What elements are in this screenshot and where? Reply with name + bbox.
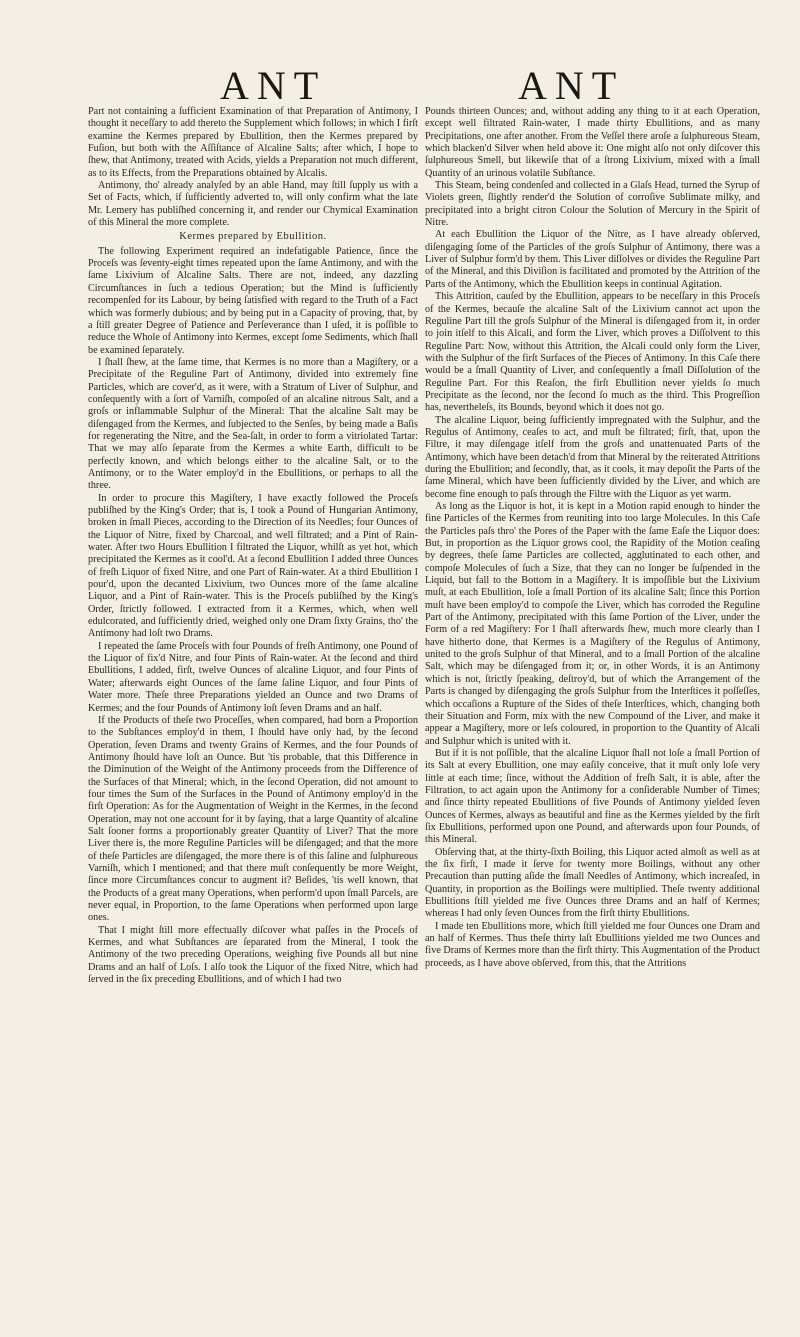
paragraph: If the Products of theſe two Proceſſes, when compared, had born a Proportion to the Subſtances employ'd in them, I ſhould have only had, by the ſecond Operation, ſeven Drams and twenty Grains of Kermes, and the four Pounds of Antimony ſhould have loſt an Ounce. But 'tis probable, that this Difference in the Diminution of the Weight of the Antimony proceeds from the Difference of the Surfaces of that Mineral; which, in the ſecond Operation, did not amount to four times the Sum of the Surfaces in the Pound of Antimony employ'd in the firſt Operation: As for the Augmentation of Weight in the Kermes, in the ſecond Operation, may not one account for it by ſaying, that a large Quantity of alcaline Salt ſooner forms a proportionably greater Quantity of Liver? That the more Liver there is, the more Reguline Particles will be diſengaged; and that the more of theſe Particles are diſengaged, the more there is of this ſaline and ſulphureous Varniſh, which I mentioned; and that there muſt conſequently be more Weight, ſince more Circumſtances concur to augment it? Beſides, 'tis well known, that the Products of a great many Operations, when perform'd upon ſmall Parcels, are never equal, in Proportion, to the ſame Operations when performed upon large ones. [88,714,418,924]
paragraph: Obſerving that, at the thirty-ſixth Boiling, this Liquor acted almoſt as well as at the ſix firſt, I made it ſerve for twenty more Boilings, without any other Precaution than putting aſide the ſmall Needles of Antimony, which increaſed, in Quantity, in proportion as the Boilings were multiplied. Theſe twenty additional Ebullitions ſtill yielded me five Ounces three Drams and an half of Kermes; whereas I had only ſeven Ounces from the firſt thirty Ebullitions. [425,846,760,920]
paragraph: This Steam, being condenſed and collected in a Glaſs Head, turned the Syrup of Violets green, ſlightly render'd the Solution of corroſive Sublimate milky, and precipitated into a bright citron Colour the Solution of Mercury in the Spirit of Nitre. [425,180,760,229]
paragraph: In order to procure this Magiſtery, I have exactly followed the Proceſs publiſhed by the King's Order; that is, I took a Pound of Hungarian Antimony, broken in ſmall Pieces, according to the Direction of its Needles; four Ounces of the Liquor of Nitre, fixed by Charcoal, and well filtrated; and a Pint of Rain-water. After two Hours Ebullition I filtrated the Liquor, whilſt as yet hot, which precipitated the Kermes as it cool'd. At a ſecond Ebullition I added three Ounces of freſh Liquor of fixed Nitre, and one Part of Rain-water. At a third Ebullition I pour'd, upon the decanted Lixivium, two Ounces more of the ſame alcaline Liquor, and a Pint of Rain-water. This is the Proceſs publiſhed by the King's Order, ſtrictly followed. I extracted from it a Kermes, which, when well edulcorated, and ſufficiently dried, weighed only one Dram ſixty Grains, tho' the Antimony had loſt two Drams. [88,492,418,640]
running-header [0,62,800,112]
left-running-title: ANT [220,63,327,108]
paragraph: This Attrition, cauſed by the Ebullition, appears to be neceſſary in this Proceſs of the Kermes, becauſe the alcaline Salt of the Lixivium cannot act upon the Reguline Part till the groſs Sulphur of the Mineral is diſengaged from it, in order to join itſelf to this Alcali, and form the Liver, which proves a Diſſolvent to this Reguline Part: Now, without this Attrition, the Alcali could only form the Liver, with the Sulphur of the firſt Surfaces of the Pieces of Antimony. In this Caſe there would be a ſmall Quantity of Liver, and conſequently a ſmall Diſſolution of the Reguline Part. For this Reaſon, the firſt Ebullition never yields ſo much Precipitate as the ſecond, nor the ſecond ſo much as the third. This Progreſſion has, nevertheleſs, its Bounds, beyond which it does not go. [425,291,760,414]
right-column [425,106,760,970]
paragraph: But if it is not poſſible, that the alcaline Liquor ſhall not loſe a ſmall Portion of its Salt at every Ebullition, one may eaſily conceive, that it muſt only loſe very little at each time; ſince, without the Addition of freſh Salt, it is able, after the Filtration, to act again upon the Antimony for a conſiderable Number of Times; and ſince thirty repeated Ebullitions of five Pounds of Antimony yielded ſeven Ounces of Kermes, always as beautiful and fine as the Kermes yielded by the firſt ſix Ebullitions, performed upon one Pound, and afterwards upon four Pounds, of this Mineral. [425,747,760,846]
paragraph: As long as the Liquor is hot, it is kept in a Motion rapid enough to hinder the fine Particles of the Kermes from reuniting into too large Molecules. In this Caſe the Particles paſs thro' the Pores of the Paper with the ſame Eaſe the Liquor does: But, in proportion as the Liquor grows cool, the Rapidity of the Motion ceaſing by degrees, theſe ſame Particles are collected, agglutinated to each other, and compoſe Molecules of ſuch a Size, that they can no longer be ſuſpended in the Liquid, but fall to the Bottom in a Magiſtery. It is impoſſible but the Lixivium muſt, at each Ebullition, loſe a ſmall Portion of its alcaline Salt; ſince this Portion muſt have been employ'd to compoſe the Liver, which has corroded the Reguline Part of the Antimony, precipitated with this ſame Portion of the Liver, under the Form of a red Magiſtery: For I ſhall afterwards ſhew, much more clearly than I have hitherto done, that Kermes is a Magiſtery of the Regulus of Antimony, united to the groſs Sulphur of that Mineral, and to a ſmall Portion of the alcaline Salt, which may be diſengaged from it; or, in other Words, it is an Antimony which is not, ſtrictly ſpeaking, deſtroy'd, but of which the Arrangement of the Parts is changed by diſengaging the groſs Sulphur from the Interſtices it poſſeſſes, which occaſions a Rupture of the Sides of theſe Interſtices, which, changing both their Situation and Form, mix with the new Compound of the Liver, and make it appear a Magiſtery, more or leſs coloured, in proportion to the Quantity of Alcali and Sulphur which is united with it. [425,501,760,747]
left-column [88,106,418,986]
paragraph: The following Experiment required an indefatigable Patience, ſince the Proceſs was ſeventy-eight times repeated upon the ſame Antimony, and with the ſame Lixivium of Alcaline Salts. There are not, indeed, any dazzling Circumſtances in ſuch a tedious Operation; but the Mind is ſufficiently recompenſed for its Labour, by being ſatisfied with regard to the Truth of a Fact which was formerly dubious; and by being put in a Capacity of proving, that, by a ſtill greater Degree of Patience and Perſeverance than I uſed, it is poſſible to reduce the Whole of Antimony into Kermes, except ſome Sediments, which ſhall be examined ſeparately. [88,245,418,356]
paragraph: I repeated the ſame Proceſs with four Pounds of freſh Antimony, one Pound of the Liquor of fix'd Nitre, and four Pints of Rain-water. At the ſecond and third Ebullitions, I added, firſt, twelve Ounces of alcaline Liquor, and four Pints of Water; afterwards eight Ounces of the ſame ſaline Liquor, and four Pints of Water more. Theſe three Preparations yielded an Ounce and two Drams of Kermes; and the four Pounds of Antimony loſt ſeven Drams and an half. [88,640,418,714]
paragraph: I made ten Ebullitions more, which ſtill yielded me four Ounces one Dram and an half of Kermes. Thus theſe thirty laſt Ebullitions yielded me two Ounces and five Drams of Kermes more than the firſt thirty. This Augmentation of the Product proceeds, as I have above obſerved, from this, that the Attritions [425,920,760,969]
paragraph: I ſhall ſhew, at the ſame time, that Kermes is no more than a Magiſtery, or a Precipitate of the Reguline Part of Antimony, divided into extremely fine Particles, which are cover'd, as it were, with a Stratum of Liver of Sulphur, and conſequently with a ſort of Varniſh, compoſed of an alcaline nitrous Salt, and a groſs or inflammable Sulphur of the Mineral: That the alcaline Salt may be diſengaged from the Kermes, and ſubjected to the Senſes, by being made a Baſis for regenerating the Nitre, and the Sea-ſalt, in order to form a vitriolated Tartar: That we may alſo ſeparate from the Kermes a white Earth, difficult to be perfectly known, and which belongs either to the alcaline Salt, or to the Antimony, or to the Water employ'd in the Ebullitions, or perhaps to all the three. [88,356,418,492]
section-heading: Kermes prepared by Ebullition. [179,231,327,243]
paragraph: Part not containing a ſufficient Examination of that Preparation of Antimony, I thought it neceſſary to add thereto the Supplement which follows; in which I firſt examine the Kermes prepared by Ebullition, then the Kermes prepared by Fuſion, but both with the Aſſiſtance of Alcaline Salts; after which, I hope to ſhew, that Antimony, treated with Acids, yields a Preparation not much different, as to its Effects, from the Preparations obtained by Alcalis. [88,106,418,179]
right-running-title: ANT [518,63,625,108]
paragraph: That I might ſtill more effectually diſcover what paſſes in the Proceſs of Kermes, and what Subſtances are ſeparated from the Mineral, I took the Antimony of the two preceding Operations, weighing five Pounds all but nine Drams and an half of Loſs. I alſo took the Liquor of the fixed Nitre, which had ſerved in the ſix preceding Ebullitions, and of which I had two [88,924,418,986]
paragraph: The alcaline Liquor, being ſufficiently impregnated with the Sulphur, and the Regulus of Antimony, ceaſes to act, and muſt be filtrated; firſt, that, upon the Filtre, it may diſengage itſelf from the groſs and unattenuated Parts of the Antimony, which have been detach'd from that Mineral by the reiterated Attritions during the Ebullition; and ſecondly, that, as it cools, it may depoſit the Parts of the ſame Mineral, which have been ſufficiently divided by the Liver, and which are become fine enough to paſs through the Filtre with the Liquor as yet warm. [425,414,760,500]
paragraph: Pounds thirteen Ounces; and, without adding any thing to it at each Operation, except well filtrated Rain-water, I made thirty Ebullitions, and as many Precipitations, one after another. From the Veſſel there aroſe a ſulphureous Steam, which blacken'd Silver when held above it: One might alſo not only diſcover this ſulphureous Smell, but likewiſe that of a ſtrong Lixivium, mixed with a ſmall Quantity of an urinous volatile Subſtance. [425,106,760,179]
paragraph: Antimony, tho' already analyſed by an able Hand, may ſtill ſupply us with a Set of Facts, which, if ſufficiently adverted to, will only confirm what the late Mr. Lemery has publiſhed concerning it, and render our Chymical Examination of this Mineral the more complete. [88,180,418,229]
paragraph: At each Ebullition the Liquor of the Nitre, as I have already obſerved, diſengaging ſome of the Particles of the groſs Sulphur of Antimony, there was a Liver of Sulphur form'd by them. This Liver diſſolves or divides the Reguline Part of the Mineral, and this Diviſion is facilitated and promoted by the Attrition of the Parts of the Antimony, which the Ebullition keeps in continual Agitation. [425,229,760,290]
